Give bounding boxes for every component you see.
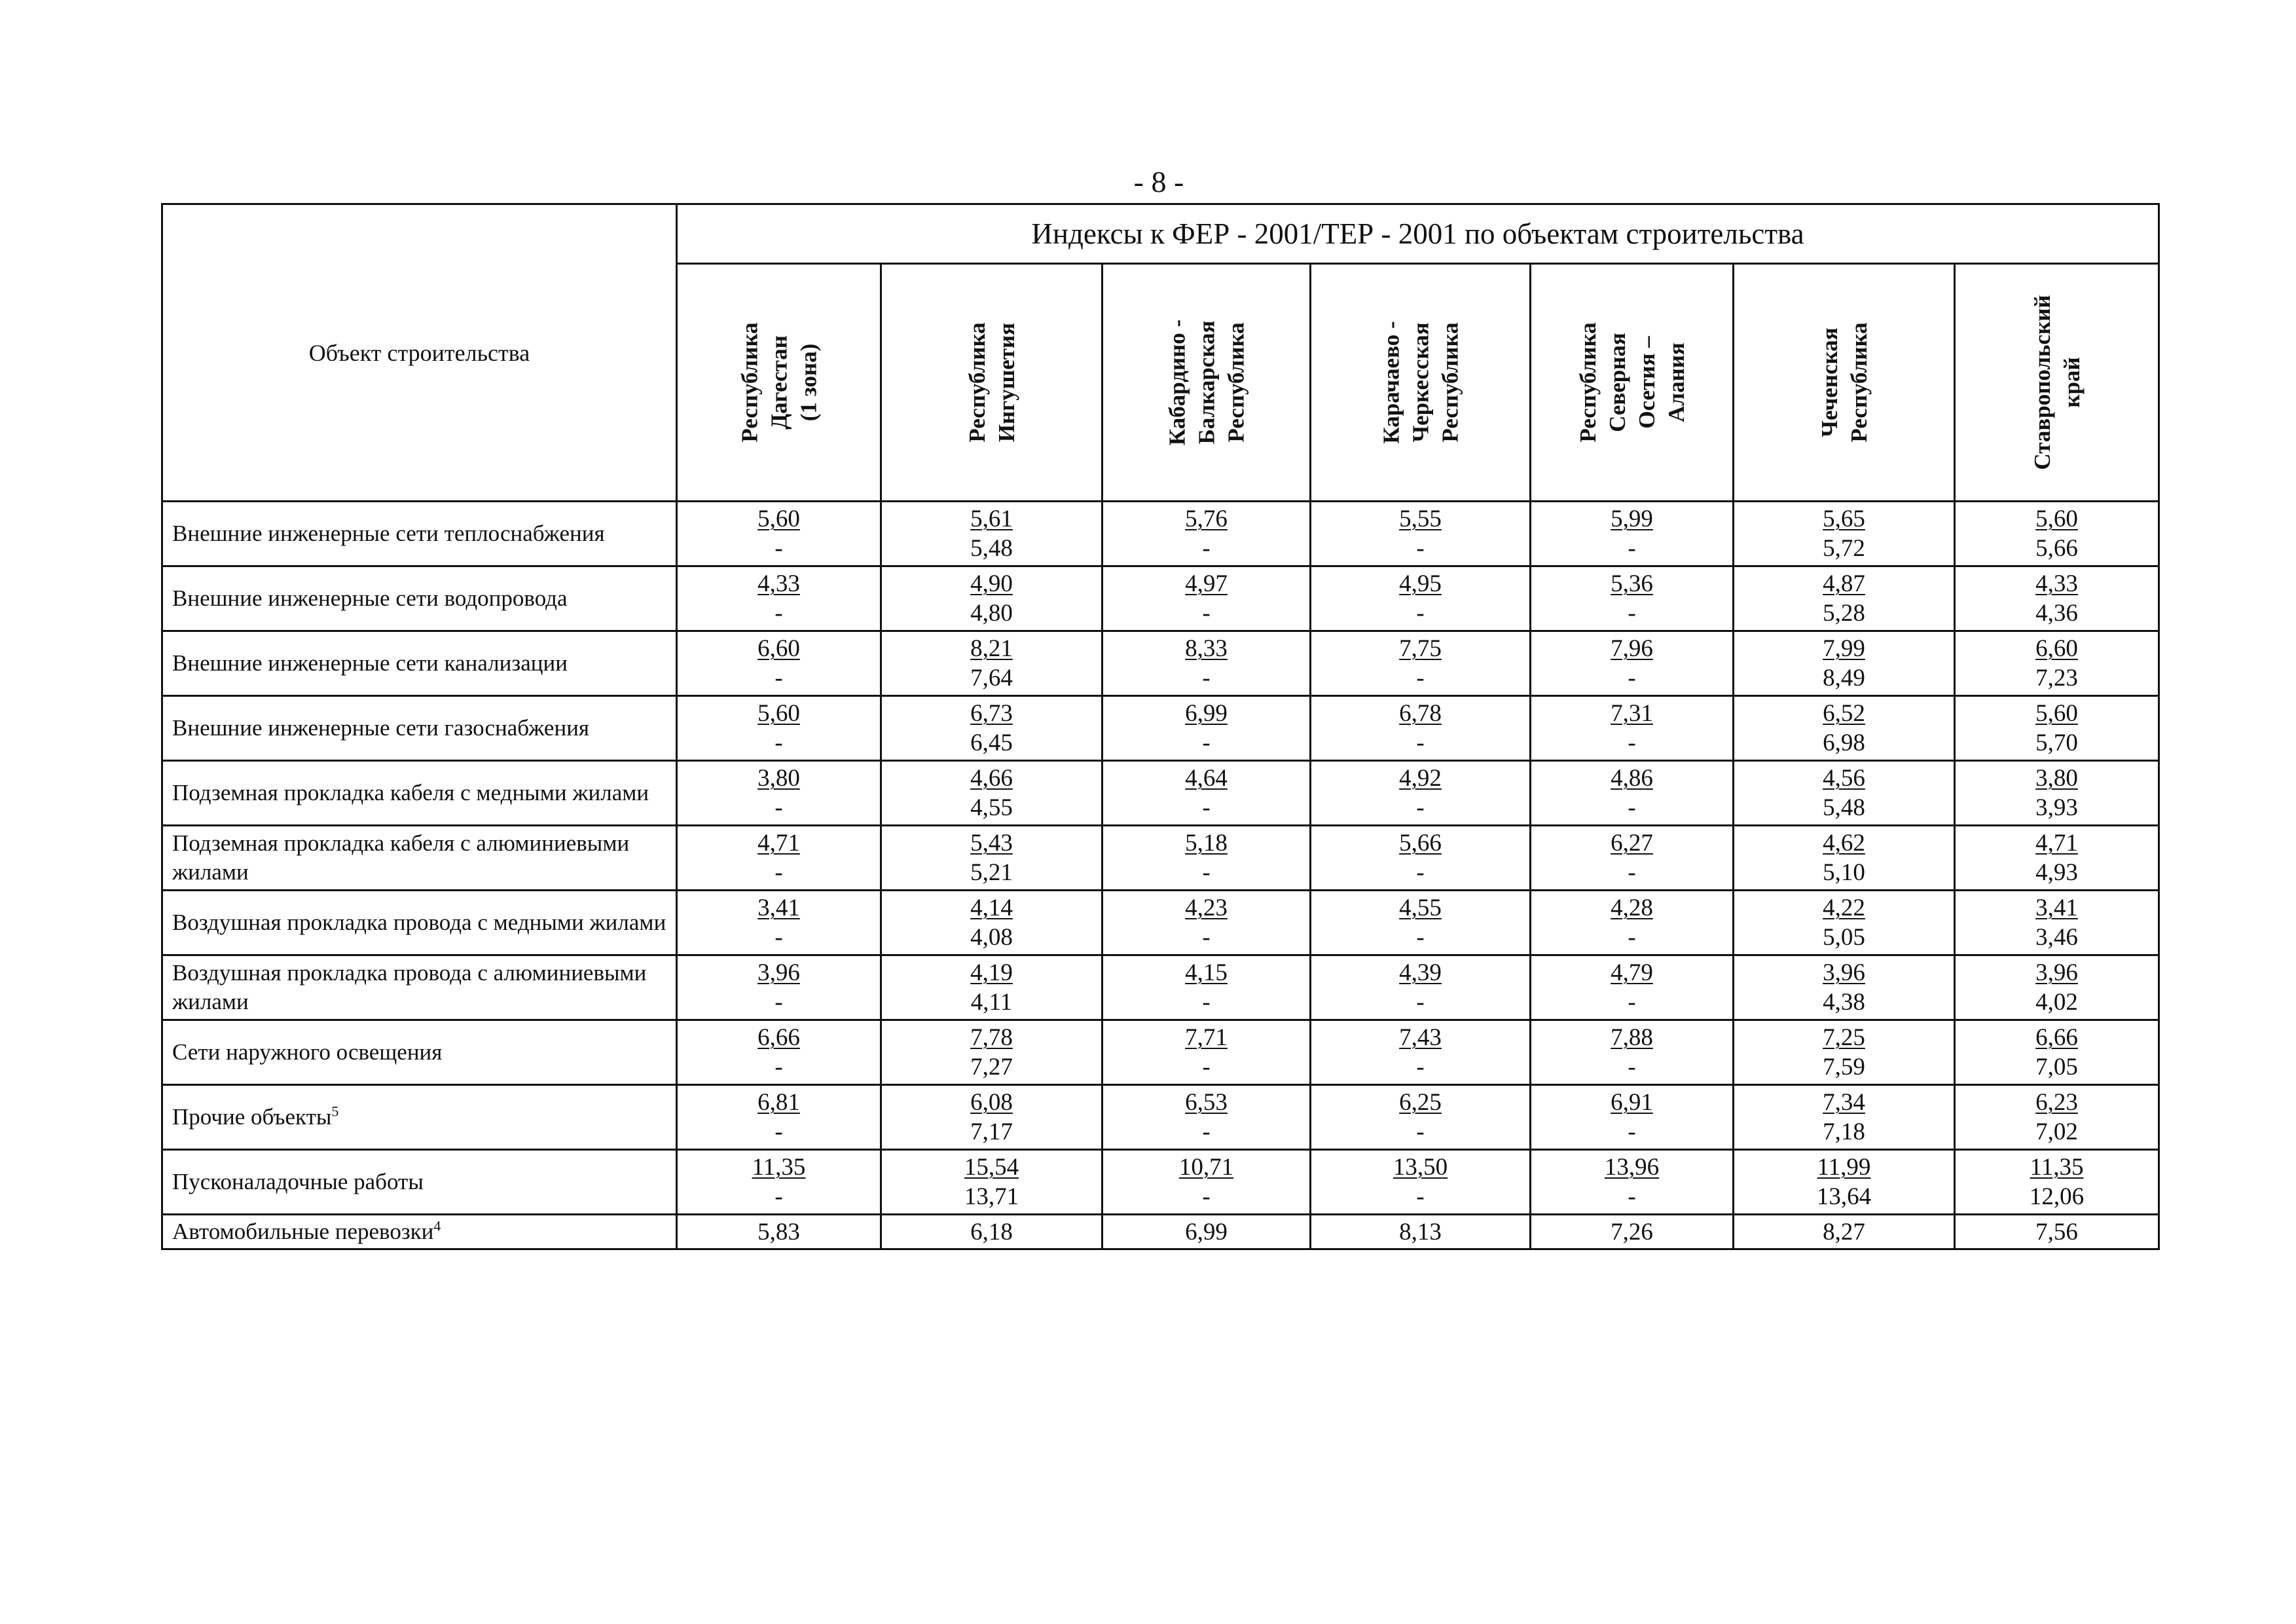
index-cell [1311, 696, 1531, 761]
index-ter: 5,70 [2035, 729, 2078, 756]
index-ter: - [1416, 989, 1425, 1016]
index-fer: 6,78 [1399, 700, 1442, 727]
index-fer: 4,71 [757, 830, 800, 857]
index-cell [1734, 1150, 1955, 1215]
region-header [1311, 264, 1531, 502]
index-cell [1311, 566, 1531, 631]
index-cell [1531, 631, 1734, 696]
index-ter: 4,80 [970, 600, 1013, 627]
object-name: Прочие объекты$^5$ [162, 1085, 677, 1150]
index-cell [1955, 566, 2159, 631]
index-fer: 5,60 [2035, 700, 2078, 727]
index-cell [677, 891, 881, 955]
index-fer: 4,71 [2035, 830, 2078, 857]
index-cell [1955, 631, 2159, 696]
index-fer: 5,55 [1399, 506, 1442, 532]
index-fer: 4,33 [2035, 570, 2078, 597]
index-ter: 4,55 [970, 794, 1013, 821]
index-ter: 5,48 [970, 535, 1013, 562]
index-fer: 4,14 [970, 895, 1013, 921]
indices-table [161, 203, 2160, 1250]
region-name-line: (1 зона) [795, 343, 821, 422]
index-cell [881, 955, 1102, 1020]
index-ter: 5,28 [1823, 600, 1865, 627]
index-fer: 5,61 [970, 506, 1013, 532]
index-fer: 4,90 [970, 570, 1013, 597]
index-ter: - [1628, 989, 1636, 1016]
index-cell [1734, 955, 1955, 1020]
index-fer: 6,53 [1185, 1089, 1228, 1116]
index-cell: 8,27 [1734, 1215, 1955, 1249]
index-ter: 5,21 [970, 859, 1013, 886]
index-ter: 7,23 [2035, 665, 2078, 692]
index-cell [1102, 1150, 1311, 1215]
index-cell [1734, 696, 1955, 761]
index-ter: - [1202, 535, 1211, 562]
index-cell [881, 826, 1102, 891]
index-fer: 6,73 [970, 700, 1013, 727]
index-ter: - [1202, 989, 1211, 1016]
index-cell [1311, 1085, 1531, 1150]
index-fer: 7,78 [970, 1024, 1013, 1051]
index-ter: - [1628, 665, 1636, 692]
index-cell [881, 631, 1102, 696]
index-ter: 4,38 [1823, 989, 1865, 1016]
index-fer: 6,66 [757, 1024, 800, 1051]
index-cell [1102, 696, 1311, 761]
object-name: Внешние инженерные сети канализации [162, 631, 677, 696]
index-fer: 5,60 [2035, 506, 2078, 532]
index-fer: 5,36 [1611, 570, 1653, 597]
footnote-marker: 5 [331, 1103, 339, 1120]
region-name-line: Дагестан [766, 335, 792, 430]
index-fer: 4,55 [1399, 895, 1442, 921]
index-cell [1102, 566, 1311, 631]
index-cell: 8,13 [1311, 1215, 1531, 1249]
object-column-header: Объект строительства [162, 204, 677, 502]
index-cell [677, 502, 881, 566]
index-cell [1955, 1020, 2159, 1085]
index-ter: 7,64 [970, 665, 1013, 692]
index-ter: - [1628, 729, 1636, 756]
index-cell [677, 631, 881, 696]
index-cell [677, 566, 881, 631]
index-fer: 3,80 [757, 765, 800, 792]
index-ter: 4,36 [2035, 600, 2078, 627]
index-ter: - [1202, 924, 1211, 951]
page-number: - 8 - [1133, 165, 1184, 198]
index-cell: 6,18 [881, 1215, 1102, 1249]
object-name: Воздушная прокладка провода с алюминиевыми жилами [162, 955, 677, 1020]
index-fer: 6,99 [1185, 700, 1228, 727]
index-ter: - [1416, 1118, 1425, 1145]
index-fer: 4,28 [1611, 895, 1653, 921]
index-cell [1102, 502, 1311, 566]
index-cell [1531, 1020, 1734, 1085]
region-name-line: Алания [1663, 342, 1689, 422]
index-ter: 6,45 [970, 729, 1013, 756]
index-fer: 8,21 [970, 635, 1013, 662]
object-name: Подземная прокладка кабеля с алюминиевыми жилами [162, 826, 677, 891]
index-ter: - [774, 1054, 783, 1080]
index-cell [1311, 502, 1531, 566]
index-cell [1102, 891, 1311, 955]
index-ter: - [1416, 535, 1425, 562]
footnote-marker: 4 [433, 1217, 441, 1234]
region-header [1955, 264, 2159, 502]
index-fer: 4,64 [1185, 765, 1228, 792]
region-name-line: Республика [964, 322, 990, 443]
index-cell [677, 1020, 881, 1085]
index-ter: 3,46 [2035, 924, 2078, 951]
index-ter: 13,71 [964, 1183, 1019, 1210]
index-cell [1734, 566, 1955, 631]
index-cell [677, 761, 881, 826]
index-cell [1311, 891, 1531, 955]
index-fer: 4,39 [1399, 959, 1442, 986]
index-fer: 5,76 [1185, 506, 1228, 532]
index-ter: - [1202, 1183, 1211, 1210]
index-fer: 10,71 [1178, 1154, 1234, 1181]
index-cell [1311, 1150, 1531, 1215]
index-fer: 15,54 [964, 1154, 1019, 1181]
index-ter: 4,93 [2035, 859, 2078, 886]
index-fer: 4,92 [1399, 765, 1442, 792]
index-ter: 7,18 [1823, 1118, 1865, 1145]
index-ter: - [1628, 600, 1636, 627]
index-ter: - [774, 794, 783, 821]
index-cell [677, 955, 881, 1020]
index-cell [881, 566, 1102, 631]
index-ter: 7,27 [970, 1054, 1013, 1080]
index-ter: - [1202, 600, 1211, 627]
index-ter: - [1628, 859, 1636, 886]
index-ter: - [1202, 729, 1211, 756]
index-fer: 5,60 [757, 700, 800, 727]
index-ter: - [1202, 1054, 1211, 1080]
index-fer: 4,95 [1399, 570, 1442, 597]
index-ter: 8,49 [1823, 665, 1865, 692]
index-cell [1311, 1020, 1531, 1085]
index-cell [1531, 502, 1734, 566]
index-cell [1955, 502, 2159, 566]
table-row [162, 761, 2159, 826]
region-name-line: Балкарская [1194, 320, 1219, 445]
object-name: Сети наружного освещения [162, 1020, 677, 1085]
index-ter: 4,11 [970, 989, 1013, 1016]
index-fer: 6,60 [2035, 635, 2078, 662]
object-name: Пусконаладочные работы [162, 1150, 677, 1215]
index-fer: 7,25 [1823, 1024, 1865, 1051]
index-cell [1955, 1085, 2159, 1150]
index-fer: 3,41 [2035, 895, 2078, 921]
index-ter: 3,93 [2035, 794, 2078, 821]
table-row [162, 566, 2159, 631]
region-header [677, 264, 881, 502]
index-fer: 4,56 [1823, 765, 1865, 792]
index-cell [1734, 1020, 1955, 1085]
index-ter: - [774, 1118, 783, 1145]
index-ter: 7,02 [2035, 1118, 2078, 1145]
index-fer: 4,33 [757, 570, 800, 597]
index-fer: 7,34 [1823, 1089, 1865, 1116]
table-row [162, 955, 2159, 1020]
index-fer: 4,86 [1611, 765, 1653, 792]
index-fer: 7,71 [1185, 1024, 1228, 1051]
region-name-line: Черкесская [1408, 322, 1433, 443]
region-name-line: Республика [1846, 322, 1872, 443]
index-cell [1955, 826, 2159, 891]
index-ter: - [1202, 794, 1211, 821]
table-title: Индексы к ФЕР - 2001/ТЕР - 2001 по объектам строительства [677, 204, 2159, 264]
region-name-line: Чеченская [1816, 327, 1842, 437]
index-ter: - [774, 859, 783, 886]
index-cell [1311, 631, 1531, 696]
index-cell [1102, 631, 1311, 696]
table-row [162, 826, 2159, 891]
region-name-line: Ингушетия [993, 322, 1019, 443]
index-ter: - [774, 989, 783, 1016]
index-ter: - [1416, 729, 1425, 756]
index-cell [1734, 631, 1955, 696]
index-fer: 4,66 [970, 765, 1013, 792]
index-fer: 3,41 [757, 895, 800, 921]
index-fer: 6,91 [1611, 1089, 1653, 1116]
index-fer: 6,08 [970, 1089, 1013, 1116]
index-cell [881, 696, 1102, 761]
index-ter: 7,05 [2035, 1054, 2078, 1080]
index-fer: 7,99 [1823, 635, 1865, 662]
index-fer: 4,23 [1185, 895, 1228, 921]
index-ter: - [774, 924, 783, 951]
table-row [162, 502, 2159, 566]
index-fer: 3,80 [2035, 765, 2078, 792]
index-ter: 5,48 [1823, 794, 1865, 821]
table-row [162, 696, 2159, 761]
index-ter: - [774, 729, 783, 756]
index-fer: 7,43 [1399, 1024, 1442, 1051]
index-ter: 5,66 [2035, 535, 2078, 562]
object-name: Автомобильные перевозки$^4$ [162, 1215, 677, 1249]
index-fer: 6,52 [1823, 700, 1865, 727]
index-cell [1531, 891, 1734, 955]
index-fer: 5,60 [757, 506, 800, 532]
index-cell [1955, 891, 2159, 955]
index-fer: 11,35 [752, 1154, 806, 1181]
index-cell [1955, 1150, 2159, 1215]
index-cell [1531, 566, 1734, 631]
index-ter: - [1628, 535, 1636, 562]
index-ter: - [1416, 665, 1425, 692]
index-fer: 6,66 [2035, 1024, 2078, 1051]
index-cell [881, 761, 1102, 826]
index-ter: 5,05 [1823, 924, 1865, 951]
index-ter: - [1202, 665, 1211, 692]
region-name-line: Республика [737, 322, 762, 443]
index-fer: 7,75 [1399, 635, 1442, 662]
index-cell [1102, 1020, 1311, 1085]
index-fer: 7,31 [1611, 700, 1653, 727]
index-cell [1102, 761, 1311, 826]
index-cell [881, 891, 1102, 955]
region-name-line: Ставропольский [2029, 295, 2055, 470]
index-cell [1531, 696, 1734, 761]
index-fer: 4,97 [1185, 570, 1228, 597]
index-cell [1311, 761, 1531, 826]
region-name-line: Республика [1437, 322, 1463, 443]
index-ter: - [1628, 1118, 1636, 1145]
index-fer: 4,79 [1611, 959, 1653, 986]
region-header [1531, 264, 1734, 502]
index-ter: - [1416, 924, 1425, 951]
index-fer: 11,99 [1817, 1154, 1871, 1181]
index-ter: - [774, 535, 783, 562]
index-fer: 4,87 [1823, 570, 1865, 597]
index-fer: 4,15 [1185, 959, 1228, 986]
index-cell [1531, 826, 1734, 891]
index-cell [881, 1150, 1102, 1215]
index-ter: - [774, 665, 783, 692]
region-name-line: Осетия – [1633, 336, 1660, 429]
index-fer: 7,96 [1611, 635, 1653, 662]
table-row [162, 1150, 2159, 1215]
index-fer: 5,18 [1185, 830, 1228, 857]
index-ter: 4,02 [2035, 989, 2078, 1016]
index-cell [1102, 826, 1311, 891]
index-ter: 12,06 [2029, 1183, 2085, 1210]
region-name-line: Карачаево - [1378, 321, 1404, 444]
index-fer: 4,19 [970, 959, 1013, 986]
index-cell [881, 1020, 1102, 1085]
index-cell: 5,83 [677, 1215, 881, 1249]
region-header [1102, 264, 1311, 502]
index-ter: - [1416, 1183, 1425, 1210]
index-ter: - [774, 1183, 783, 1210]
index-fer: 5,66 [1399, 830, 1442, 857]
index-fer: 5,65 [1823, 506, 1865, 532]
index-fer: 3,96 [757, 959, 800, 986]
object-name: Подземная прокладка кабеля с медными жилами [162, 761, 677, 826]
index-cell [1734, 761, 1955, 826]
index-cell [1531, 1085, 1734, 1150]
region-name-line: Кабардино - [1164, 319, 1190, 446]
index-cell [1734, 826, 1955, 891]
index-ter: - [1628, 924, 1636, 951]
index-cell [1531, 761, 1734, 826]
region-header [1734, 264, 1955, 502]
index-ter: 4,08 [970, 924, 1013, 951]
index-cell [677, 696, 881, 761]
object-name: Внешние инженерные сети газоснабжения [162, 696, 677, 761]
index-cell [677, 1150, 881, 1215]
table-row [162, 631, 2159, 696]
index-cell: 7,26 [1531, 1215, 1734, 1249]
index-cell [1955, 955, 2159, 1020]
index-fer: 13,96 [1604, 1154, 1660, 1181]
index-ter: 6,98 [1823, 729, 1865, 756]
table-row [162, 891, 2159, 955]
index-ter: - [1416, 859, 1425, 886]
index-cell [1102, 955, 1311, 1020]
index-cell [677, 826, 881, 891]
index-fer: 3,96 [1823, 959, 1865, 986]
index-fer: 3,96 [2035, 959, 2078, 986]
table-row [162, 1215, 2159, 1249]
index-ter: - [1416, 600, 1425, 627]
index-fer: 6,23 [2035, 1089, 2078, 1116]
index-cell [1955, 696, 2159, 761]
index-ter: - [1416, 1054, 1425, 1080]
index-fer: 4,22 [1823, 895, 1865, 921]
index-ter: - [1416, 794, 1425, 821]
index-cell [1311, 955, 1531, 1020]
table-row [162, 1085, 2159, 1150]
object-name: Внешние инженерные сети теплоснабжения [162, 502, 677, 566]
region-name-line: Северная [1604, 333, 1630, 432]
object-name: Внешние инженерные сети водопровода [162, 566, 677, 631]
region-name-line: край [2058, 357, 2085, 408]
index-cell [1955, 761, 2159, 826]
index-cell [1311, 826, 1531, 891]
index-cell [1734, 891, 1955, 955]
index-ter: - [1628, 794, 1636, 821]
index-cell [677, 1085, 881, 1150]
index-ter: - [1202, 859, 1211, 886]
index-fer: 6,25 [1399, 1089, 1442, 1116]
index-ter: 7,59 [1823, 1054, 1865, 1080]
region-name-line: Республика [1223, 322, 1248, 443]
index-fer: 11,35 [2030, 1154, 2084, 1181]
index-fer: 6,60 [757, 635, 800, 662]
index-fer: 5,99 [1611, 506, 1653, 532]
index-fer: 4,62 [1823, 830, 1865, 857]
object-name: Воздушная прокладка провода с медными жилами [162, 891, 677, 955]
index-cell [881, 502, 1102, 566]
index-ter: 7,17 [970, 1118, 1013, 1145]
index-ter: 13,64 [1816, 1183, 1872, 1210]
index-cell [1734, 1085, 1955, 1150]
table-row [162, 1020, 2159, 1085]
index-cell [881, 1085, 1102, 1150]
index-ter: - [774, 600, 783, 627]
index-ter: - [1628, 1183, 1636, 1210]
index-cell [1102, 1085, 1311, 1150]
region-name-line: Республика [1575, 322, 1601, 443]
index-cell [1734, 502, 1955, 566]
index-fer: 13,50 [1393, 1154, 1448, 1181]
index-fer: 5,43 [970, 830, 1013, 857]
index-ter: 5,72 [1823, 535, 1865, 562]
index-fer: 6,81 [757, 1089, 800, 1116]
index-cell: 7,56 [1955, 1215, 2159, 1249]
index-cell: 6,99 [1102, 1215, 1311, 1249]
index-cell [1531, 1150, 1734, 1215]
index-ter: - [1628, 1054, 1636, 1080]
index-cell [1531, 955, 1734, 1020]
index-fer: 8,33 [1185, 635, 1228, 662]
index-fer: 6,27 [1611, 830, 1653, 857]
index-ter: 5,10 [1823, 859, 1865, 886]
index-fer: 7,88 [1611, 1024, 1653, 1051]
region-header [881, 264, 1102, 502]
index-ter: - [1202, 1118, 1211, 1145]
